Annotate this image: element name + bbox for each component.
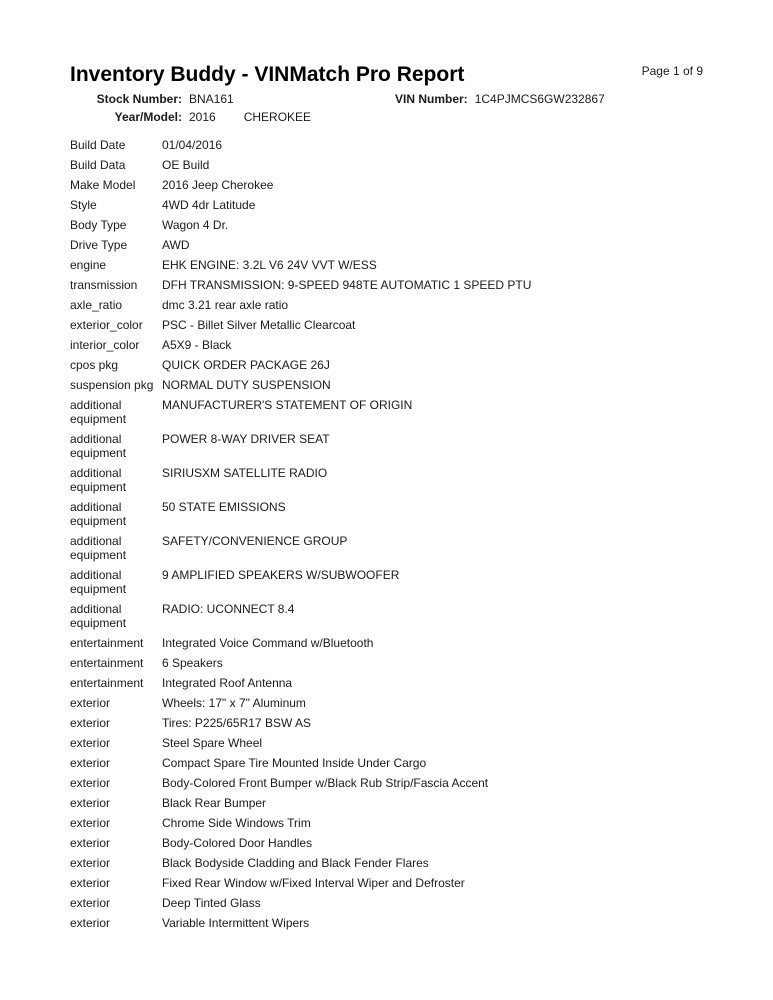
detail-row-value: Wagon 4 Dr. [162,218,229,232]
detail-row [70,636,703,650]
detail-row-label: exterior [70,796,111,810]
detail-row-value: EHK ENGINE: 3.2L V6 24V VVT W/ESS [162,258,377,272]
detail-row-value: Integrated Roof Antenna [162,676,293,690]
detail-row [70,896,703,910]
detail-row [70,318,703,332]
detail-row [70,716,703,730]
detail-row [70,258,703,272]
detail-row [70,876,703,890]
detail-row-value: Chrome Side Windows Trim [162,816,311,830]
page-indicator: Page 1 of 9 [641,64,703,78]
stock-number-group [70,90,395,108]
vin-group [395,90,605,108]
detail-row-value: Deep Tinted Glass [162,896,261,910]
detail-row-label: entertainment [70,636,144,650]
detail-row [70,916,703,930]
detail-row-label: additional equipment [70,466,127,494]
detail-row [70,602,703,630]
detail-row-value: 2016 Jeep Cherokee [162,178,274,192]
detail-row-label: exterior [70,736,111,750]
detail-row-label: additional equipment [70,432,127,460]
detail-row-value: POWER 8-WAY DRIVER SEAT [162,432,330,446]
detail-row [70,378,703,392]
detail-row [70,696,703,710]
detail-row-label: exterior_color [70,318,143,332]
detail-row [70,534,703,562]
detail-row-value: 9 AMPLIFIED SPEAKERS W/SUBWOOFER [162,568,400,582]
detail-row [70,568,703,596]
detail-row [70,432,703,460]
detail-row-value: AWD [162,238,190,252]
vin-label: VIN Number: [395,92,468,106]
detail-row-value: RADIO: UCONNECT 8.4 [162,602,295,616]
detail-row-value: Tires: P225/65R17 BSW AS [162,716,311,730]
detail-row-label: Style [70,198,97,212]
detail-row-label: additional equipment [70,568,127,596]
detail-row-label: exterior [70,756,111,770]
detail-row [70,856,703,870]
detail-row-label: axle_ratio [70,298,123,312]
detail-row [70,238,703,252]
vehicle-details-list [70,138,703,930]
year-value: 2016 [189,110,216,124]
detail-row [70,198,703,212]
detail-row [70,796,703,810]
detail-row [70,500,703,528]
detail-row-label: Make Model [70,178,136,192]
detail-row [70,816,703,830]
detail-row [70,398,703,426]
detail-row-value: Variable Intermittent Wipers [162,916,310,930]
page-title: Inventory Buddy - VINMatch Pro Report [70,63,465,86]
detail-row-label: exterior [70,876,111,890]
detail-row-value: SAFETY/CONVENIENCE GROUP [162,534,348,548]
detail-row-value: QUICK ORDER PACKAGE 26J [162,358,330,372]
detail-row [70,358,703,372]
detail-row-value: PSC - Billet Silver Metallic Clearcoat [162,318,356,332]
detail-row [70,138,703,152]
detail-row-label: cpos pkg [70,358,119,372]
detail-row-label: exterior [70,856,111,870]
detail-row [70,466,703,494]
stock-number-value: BNA161 [189,92,234,106]
detail-row-value: A5X9 - Black [162,338,232,352]
detail-row-value: Black Bodyside Cladding and Black Fender Flares [162,856,429,870]
detail-row-value: Integrated Voice Command w/Bluetooth [162,636,374,650]
detail-row-value: MANUFACTURER'S STATEMENT OF ORIGIN [162,398,413,412]
detail-row-label: exterior [70,716,111,730]
detail-row-label: entertainment [70,676,144,690]
detail-row-value: Wheels: 17" x 7" Aluminum [162,696,306,710]
year-model-label: Year/Model: [114,110,182,124]
detail-row [70,756,703,770]
model-value: CHEROKEE [243,110,312,124]
detail-row-label: interior_color [70,338,140,352]
detail-row-value: Black Rear Bumper [162,796,267,810]
meta-line-stock-vin [70,90,703,108]
detail-row-label: engine [70,258,107,272]
detail-row-value: OE Build [162,158,210,172]
detail-row [70,656,703,670]
detail-row-value: Body-Colored Door Handles [162,836,313,850]
detail-row [70,178,703,192]
detail-row-value: 6 Speakers [162,656,223,670]
detail-row-label: exterior [70,836,111,850]
detail-row-label: additional equipment [70,534,127,562]
detail-row-value: 01/04/2016 [162,138,223,152]
detail-row [70,676,703,690]
detail-row [70,218,703,232]
detail-row [70,298,703,312]
detail-row-value: Steel Spare Wheel [162,736,263,750]
detail-row [70,278,703,292]
detail-row-label: Build Date [70,138,126,152]
detail-row-label: additional equipment [70,398,127,426]
detail-row [70,338,703,352]
detail-row-value: 50 STATE EMISSIONS [162,500,286,514]
detail-row-value: SIRIUSXM SATELLITE RADIO [162,466,328,480]
detail-row-value: Compact Spare Tire Mounted Inside Under Cargo [162,756,427,770]
detail-row [70,776,703,790]
meta-line-year-model [70,108,703,126]
detail-row-value: 4WD 4dr Latitude [162,198,256,212]
detail-row-label: suspension pkg [70,378,154,392]
year-model-group [70,108,311,126]
detail-row-label: exterior [70,776,111,790]
report-header [70,62,703,88]
vehicle-meta [70,90,703,126]
detail-row-value: Fixed Rear Window w/Fixed Interval Wiper and Defroster [162,876,465,890]
detail-row-label: exterior [70,816,111,830]
detail-row-label: Body Type [70,218,127,232]
detail-row-label: additional equipment [70,602,127,630]
detail-row-label: transmission [70,278,138,292]
detail-row-label: exterior [70,896,111,910]
detail-row-label: exterior [70,696,111,710]
detail-row-label: Build Data [70,158,126,172]
detail-row-label: Drive Type [70,238,128,252]
detail-row-value: DFH TRANSMISSION: 9-SPEED 948TE AUTOMATIC 1 SPEED PTU [162,278,532,292]
detail-row-label: entertainment [70,656,144,670]
detail-row-label: exterior [70,916,111,930]
detail-row-value: Body-Colored Front Bumper w/Black Rub Strip/Fascia Accent [162,776,489,790]
detail-row [70,158,703,172]
vin-value: 1C4PJMCS6GW232867 [474,92,605,106]
stock-number-label: Stock Number: [96,92,182,106]
detail-row [70,836,703,850]
detail-row-value: dmc 3.21 rear axle ratio [162,298,289,312]
detail-row-label: additional equipment [70,500,127,528]
detail-row [70,736,703,750]
detail-row-value: NORMAL DUTY SUSPENSION [162,378,331,392]
